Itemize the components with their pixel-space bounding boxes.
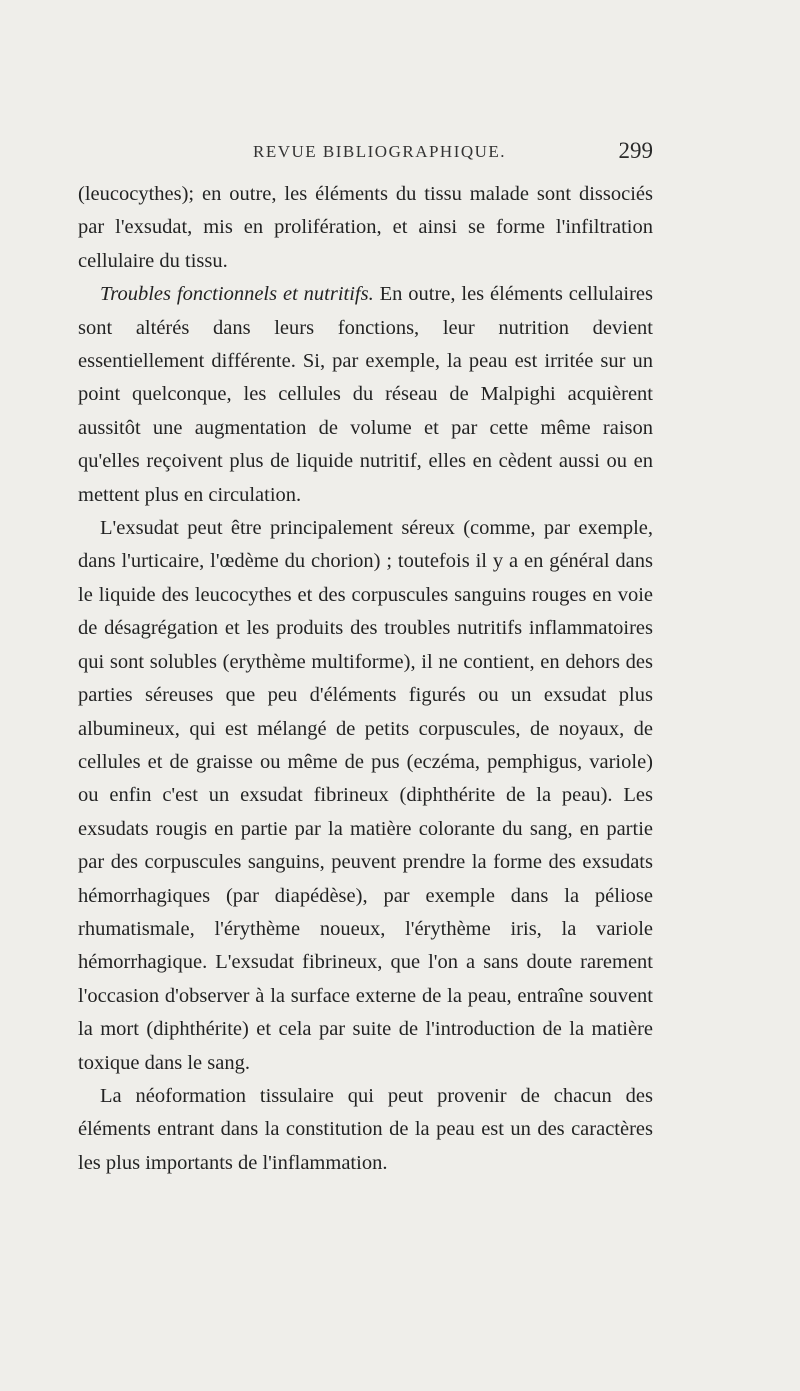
paragraph-4 — [78, 1080, 653, 1180]
paragraph-3-text: L'exsudat peut être principalement séreux (comme, par exemple, dans l'urticaire, l'œdème du chorion) ; toutefois il y a en général dans le liquide des leucocythes et des corpuscules sanguins rouges en voie de désagrégation et les produits des troubles nutritifs inflammatoires qui sont solubles (erythème multiforme), il ne contient, en dehors des parties séreuses que peu d'éléments figurés ou un exsudat plus albumineux, qui est mélangé de petits corpuscules, de noyaux, de cellules et de graisse ou même de pus (eczéma, pemphigus, variole) ou enfin c'est un exsudat fibrineux (diphthérite de la peau). Les exsudats rougis en partie par la matière colorante du sang, en partie par des corpuscules sanguins, peuvent prendre la forme des exsudats hémorrhagiques (par diapédèse), par exemple dans la péliose rhumatismale, l'érythème noueux, l'érythème iris, la variole hémorrhagique. L'exsudat fibrineux, que l'on a sans doute rarement l'occasion d'observer à la surface externe de la peau, entraîne souvent la mort (diphthérite) et cela par suite de l'introduction de la matière toxique dans le sang. — [78, 517, 653, 1074]
paragraph-2-text: En outre, les éléments cellulaires sont altérés dans leurs fonctions, leur nutrition devient essentiellement différente. Si, par exemple, la peau est irritée sur un point quelconque, les cellules du réseau de Malpighi acquièrent aussitôt une augmentation de volume et par cette même raison qu'elles reçoivent plus de liquide nutritif, elles en cèdent aussi ou en mettent plus en circulation. — [78, 283, 653, 506]
paragraph-1 — [78, 178, 653, 278]
paragraph-3 — [78, 512, 653, 1080]
body-text — [78, 178, 653, 1180]
section-heading-italic: Troubles fonctionnels et nutritifs. — [100, 283, 374, 306]
paragraph-4-text: La néoformation tissulaire qui peut provenir de chacun des éléments entrant dans la constitution de la peau est un des caractères les plus importants de l'inflammation. — [78, 1084, 653, 1174]
paragraph-1-text: (leucocythes); en outre, les éléments du tissu malade sont dissociés par l'exsudat, mis en prolifération, et ainsi se forme l'infiltration cellulaire du tissu. — [78, 183, 653, 272]
page-header — [78, 138, 653, 168]
page-number: 299 — [618, 138, 653, 163]
running-title: REVUE BIBLIOGRAPHIQUE. — [253, 142, 507, 161]
paragraph-2 — [78, 278, 653, 512]
